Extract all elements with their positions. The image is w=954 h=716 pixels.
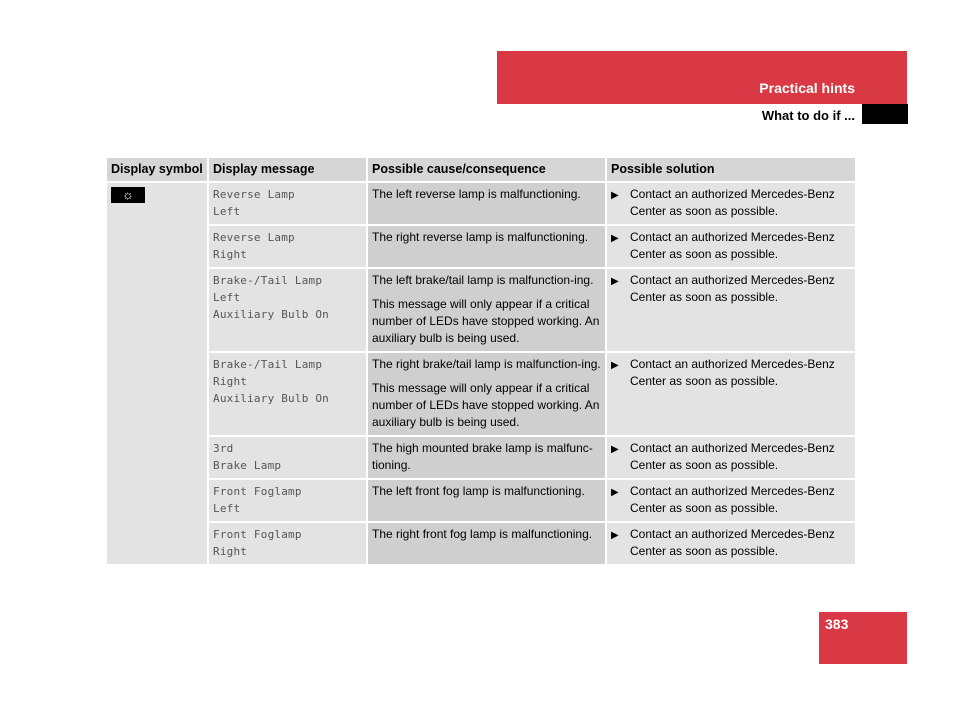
display-message-line: Left — [213, 502, 241, 515]
solution-cell — [606, 436, 856, 479]
header-band — [497, 51, 907, 104]
table-body — [107, 182, 856, 565]
solution-text: Contact an authorized Mercedes-Benz Center as soon as possible. — [630, 187, 835, 218]
bullet-arrow-icon: ▶ — [611, 530, 619, 541]
display-message-line: Left — [213, 291, 241, 304]
bullet-arrow-icon: ▶ — [611, 487, 619, 498]
cause-cell — [367, 479, 606, 522]
cause-cell — [367, 436, 606, 479]
lamp-malfunction-icon: ☼ — [111, 187, 145, 203]
display-message-cell — [208, 182, 367, 225]
display-message-cell — [208, 479, 367, 522]
solution-text: Contact an authorized Mercedes-Benz Center as soon as possible. — [630, 484, 835, 515]
column-header: Display message — [208, 158, 367, 182]
subsection-title: What to do if ... — [761, 108, 855, 123]
display-message-line: Reverse Lamp — [213, 188, 295, 201]
page-number-box — [819, 612, 907, 664]
display-message-line: Front Foglamp — [213, 485, 302, 498]
solution-cell — [606, 268, 856, 352]
display-message-cell — [208, 268, 367, 352]
column-header: Display symbol — [107, 158, 208, 182]
table-row — [107, 268, 856, 352]
cause-cell — [367, 352, 606, 436]
cause-paragraph: The left brake/tail lamp is malfunction-ing. — [372, 273, 594, 287]
display-message-line: 3rd — [213, 442, 234, 455]
table-row — [107, 182, 856, 225]
table-row — [107, 436, 856, 479]
table-header-row — [107, 158, 856, 182]
bullet-arrow-icon: ▶ — [611, 444, 619, 455]
cause-cell — [367, 225, 606, 268]
cause-paragraph: The left reverse lamp is malfunctioning. — [372, 187, 581, 201]
column-header: Possible cause/consequence — [367, 158, 606, 182]
display-message-line: Front Foglamp — [213, 528, 302, 541]
solution-text: Contact an authorized Mercedes-Benz Center as soon as possible. — [630, 273, 835, 304]
solution-text: Contact an authorized Mercedes-Benz Center as soon as possible. — [630, 441, 835, 472]
display-message-line: Right — [213, 375, 248, 388]
cause-cell — [367, 268, 606, 352]
display-message-line: Brake-/Tail Lamp — [213, 274, 323, 287]
display-message-cell — [208, 522, 367, 565]
display-message-cell — [208, 225, 367, 268]
bullet-arrow-icon: ▶ — [611, 233, 619, 244]
display-message-line: Right — [213, 248, 248, 261]
cause-paragraph: The left front fog lamp is malfunctioning. — [372, 484, 585, 498]
solution-text: Contact an authorized Mercedes-Benz Center as soon as possible. — [630, 527, 835, 558]
page-number: 383 — [825, 616, 849, 632]
display-symbol-cell — [107, 182, 208, 565]
display-message-line: Brake-/Tail Lamp — [213, 358, 323, 371]
table-row — [107, 522, 856, 565]
bullet-arrow-icon: ▶ — [611, 276, 619, 287]
display-message-line: Auxiliary Bulb On — [213, 308, 329, 321]
solution-cell — [606, 352, 856, 436]
hints-table — [107, 158, 857, 566]
solution-cell — [606, 182, 856, 225]
display-message-line: Auxiliary Bulb On — [213, 392, 329, 405]
cause-paragraph: The high mounted brake lamp is malfunc-tioning. — [372, 441, 593, 472]
display-message-line: Brake Lamp — [213, 459, 282, 472]
cause-cell — [367, 522, 606, 565]
cause-paragraph: The right front fog lamp is malfunctioning. — [372, 527, 593, 541]
bullet-arrow-icon: ▶ — [611, 190, 619, 201]
solution-cell — [606, 522, 856, 565]
cause-paragraph: This message will only appear if a critical number of LEDs have stopped working. An auxiliary bulb is being used. — [372, 381, 600, 429]
solution-text: Contact an authorized Mercedes-Benz Center as soon as possible. — [630, 357, 835, 388]
column-header: Possible solution — [606, 158, 856, 182]
table-row — [107, 225, 856, 268]
section-title: Practical hints — [759, 80, 855, 96]
cause-paragraph: The right brake/tail lamp is malfunction-ing. — [372, 357, 601, 371]
table-row — [107, 352, 856, 436]
table-row — [107, 479, 856, 522]
cause-paragraph: The right reverse lamp is malfunctioning. — [372, 230, 589, 244]
display-message-cell — [208, 352, 367, 436]
cause-cell — [367, 182, 606, 225]
solution-cell — [606, 479, 856, 522]
bullet-arrow-icon: ▶ — [611, 360, 619, 371]
display-message-line: Left — [213, 205, 241, 218]
cause-paragraph: This message will only appear if a critical number of LEDs have stopped working. An auxiliary bulb is being used. — [372, 297, 600, 345]
display-message-line: Reverse Lamp — [213, 231, 295, 244]
display-message-line: Right — [213, 545, 248, 558]
header-tab-marker — [862, 104, 908, 124]
solution-text: Contact an authorized Mercedes-Benz Center as soon as possible. — [630, 230, 835, 261]
display-message-cell — [208, 436, 367, 479]
solution-cell — [606, 225, 856, 268]
